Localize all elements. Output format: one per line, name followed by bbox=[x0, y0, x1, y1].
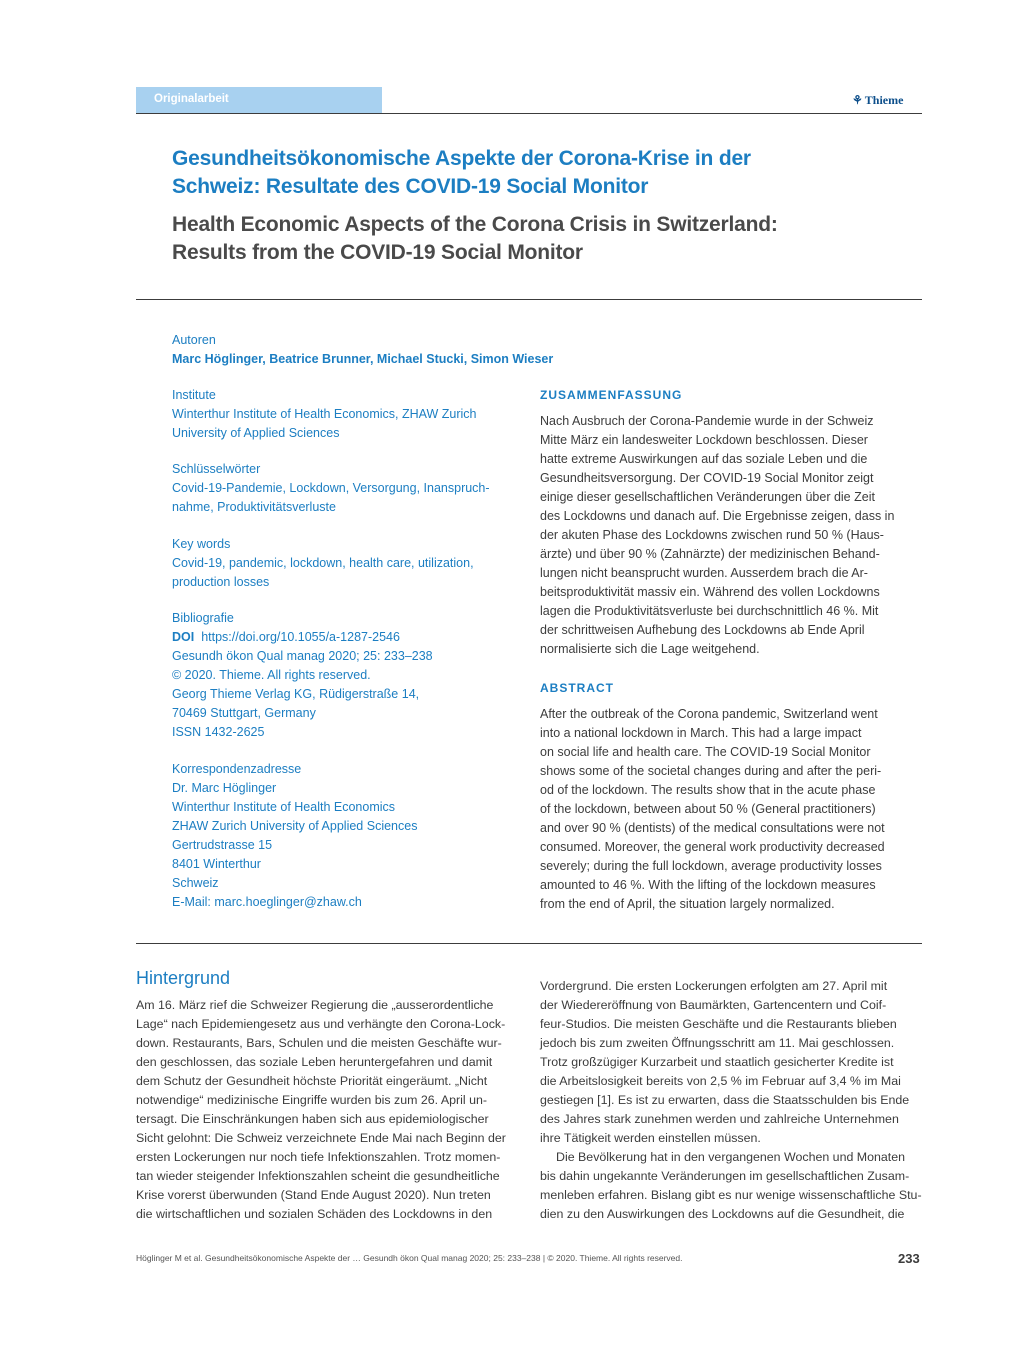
body-line: Die Bevölkerung hat in den vergangenen Wochen und Monaten bbox=[556, 1150, 906, 1164]
correspondence-line: Winterthur Institute of Health Economics bbox=[172, 800, 396, 814]
zusammenfassung-heading: ZUSAMMENFASSUNG bbox=[540, 388, 683, 402]
page-number: 233 bbox=[898, 1251, 920, 1266]
correspondence-block bbox=[172, 760, 512, 912]
keywords-en-label: Key words bbox=[172, 537, 231, 551]
zusammenfassung-line: der schrittweisen Aufhebung des Lockdowns ab Ende April bbox=[540, 623, 865, 637]
correspondence-line: Dr. Marc Höglinger bbox=[172, 781, 277, 795]
abstract-line: and over 90 % (dentists) of the medical consultations were not bbox=[540, 821, 885, 835]
body-line: Am 16. März rief die Schweizer Regierung die „ausserordentliche bbox=[136, 998, 494, 1012]
institute-block bbox=[172, 386, 512, 443]
bibliography-line: Gesundh ökon Qual manag 2020; 25: 233–238 bbox=[172, 649, 433, 663]
doi-link[interactable]: https://doi.org/10.1055/a-1287-2546 bbox=[201, 630, 400, 644]
body-line: Vordergrund. Die ersten Lockerungen erfolgten am 27. April mit bbox=[540, 979, 888, 993]
abstract-line: od of the lockdown. The results show that in the acute phase bbox=[540, 783, 876, 797]
body-line: Krise vorerst überwunden (Stand Ende August 2020). Nun treten bbox=[136, 1188, 491, 1202]
title-german-line: Gesundheitsökonomische Aspekte der Corona-Krise in der bbox=[172, 147, 751, 170]
zusammenfassung-line: Nach Ausbruch der Corona-Pandemie wurde in der Schweiz bbox=[540, 414, 874, 428]
institute-line: Winterthur Institute of Health Economics, ZHAW Zurich bbox=[172, 407, 477, 421]
body-line: Trotz großzügiger Kurzarbeit und staatlich gesicherter Kredite ist bbox=[540, 1055, 894, 1069]
abstract-line: shows some of the societal changes during and after the peri- bbox=[540, 764, 882, 778]
body-line: die Arbeitslosigkeit bereits von 2,5 % im Februar auf 3,4 % im Mai bbox=[540, 1074, 901, 1088]
body-line: jedoch bis zum zweiten Öffnungsschritt am 11. Mai geschlossen. bbox=[540, 1036, 895, 1050]
footer-citation: Höglinger M et al. Gesundheitsökonomische Aspekte der … Gesundh ökon Qual manag 2020; 25: 233–238 | © 2020. Thieme. All rights reserved. bbox=[136, 1253, 683, 1263]
bibliography-line: 70469 Stuttgart, Germany bbox=[172, 706, 316, 720]
zusammenfassung-line: Gesundheitsversorgung. Der COVID-19 Social Monitor zeigt bbox=[540, 471, 874, 485]
zusammenfassung-line: der akuten Phase des Lockdowns zwischen rund 50 % (Haus- bbox=[540, 528, 884, 542]
body-line: menleben erfahren. Bislang gibt es nur wenige wissenschaftliche Stu- bbox=[540, 1188, 922, 1202]
bibliography-line: Georg Thieme Verlag KG, Rüdigerstraße 14, bbox=[172, 687, 420, 701]
bibliography-label: Bibliografie bbox=[172, 611, 234, 625]
body-line: tersagt. Die Einschränkungen haben sich aus epidemiologischer bbox=[136, 1112, 489, 1126]
body-line: down. Restaurants, Bars, Schulen und die meisten Geschäfte wur- bbox=[136, 1036, 502, 1050]
zusammenfassung-line: des Lockdowns und danach auf. Die Ergebnisse zeigen, dass in bbox=[540, 509, 895, 523]
body-right-column bbox=[540, 977, 924, 1224]
publisher-logo bbox=[852, 93, 903, 108]
keywords-de-line: Covid-19-Pandemie, Lockdown, Versorgung, Inanspruch- bbox=[172, 481, 490, 495]
zusammenfassung-line: lagen die Produktivitätsverluste bei durchschnittlich 46 %. Mit bbox=[540, 604, 879, 618]
zusammenfassung-line: normalisierte sich die Lage weitgehend. bbox=[540, 642, 760, 656]
abstract-text bbox=[540, 705, 890, 914]
institute-label: Institute bbox=[172, 388, 216, 402]
correspondence-label: Korrespondenzadresse bbox=[172, 762, 302, 776]
body-line: feur-Studios. Die meisten Geschäfte und die Restaurants blieben bbox=[540, 1017, 897, 1031]
keywords-de-block bbox=[172, 460, 512, 517]
correspondence-email[interactable]: E-Mail: marc.hoeglinger@zhaw.ch bbox=[172, 895, 362, 909]
body-line: notwendige“ medizinische Eingriffe wurden bis zum 26. April un- bbox=[136, 1093, 488, 1107]
body-line: Sicht gelohnt: Die Schweiz verzeichnete Ende Mai nach Beginn der bbox=[136, 1131, 506, 1145]
zusammenfassung-line: einige dieser gesellschaftlichen Veränderungen über die Zeit bbox=[540, 490, 875, 504]
abstract-line: into a national lockdown in March. This had a large impact bbox=[540, 726, 862, 740]
abstract-rule bbox=[136, 943, 922, 944]
doi-line bbox=[172, 628, 512, 647]
body-line: dem Schutz der Gesundheit höchste Priorität eingeräumt. „Nicht bbox=[136, 1074, 488, 1088]
title-english bbox=[172, 211, 872, 267]
body-line: des Jahres stark zunehmen werden und zahlreiche Unternehmen bbox=[540, 1112, 899, 1126]
bibliography-block bbox=[172, 609, 512, 742]
keywords-de-label: Schlüsselwörter bbox=[172, 462, 261, 476]
article-type-tag: Originalarbeit bbox=[136, 87, 382, 113]
correspondence-line: Gertrudstrasse 15 bbox=[172, 838, 273, 852]
publisher-name: Thieme bbox=[864, 93, 904, 107]
abstract-line: from the end of April, the situation largely normalized. bbox=[540, 897, 835, 911]
title-german bbox=[172, 145, 872, 201]
abstract-line: consumed. Moreover, the general work productivity decreased bbox=[540, 840, 885, 854]
section-heading: Hintergrund bbox=[136, 968, 231, 988]
body-line: ihre Tätigkeit werden einstellen müssen. bbox=[540, 1131, 761, 1145]
abstract-line: severely; during the full lockdown, average productivity losses bbox=[540, 859, 882, 873]
institute-line: University of Applied Sciences bbox=[172, 426, 340, 440]
correspondence-line: Schweiz bbox=[172, 876, 219, 890]
zusammenfassung-line: hatte extreme Auswirkungen auf das soziale Leben und die bbox=[540, 452, 868, 466]
abstract-line: After the outbreak of the Corona pandemic, Switzerland went bbox=[540, 707, 878, 721]
header-rule bbox=[136, 113, 922, 114]
abstract-line: amounted to 46 %. With the lifting of the lockdown measures bbox=[540, 878, 876, 892]
keywords-de-line: nahme, Produktivitätsverluste bbox=[172, 500, 336, 514]
body-line: gestiegen [1]. Es ist zu erwarten, dass die Staatsschulden bis Ende bbox=[540, 1093, 910, 1107]
body-line: Lage“ nach Epidemiengesetz aus und verhängte den Corona-Lock- bbox=[136, 1017, 506, 1031]
body-line: den geschlossen, das soziale Leben heruntergefahren und damit bbox=[136, 1055, 493, 1069]
doi-label: DOI bbox=[172, 630, 195, 644]
zusammenfassung-line: lungen nicht beansprucht wurden. Ausserdem brach die Ar- bbox=[540, 566, 868, 580]
keywords-en-line: production losses bbox=[172, 575, 270, 589]
correspondence-line: 8401 Winterthur bbox=[172, 857, 261, 871]
title-english-line: Health Economic Aspects of the Corona Crisis in Switzerland: bbox=[172, 213, 778, 236]
zusammenfassung-line: Mitte März ein landesweiter Lockdown beschlossen. Dieser bbox=[540, 433, 868, 447]
keywords-en-block bbox=[172, 535, 512, 592]
zusammenfassung-text bbox=[540, 412, 895, 659]
thieme-logo-icon: ⚘ bbox=[852, 93, 863, 107]
body-line: der Wiedereröffnung von Baumärkten, Gartencentern und Coif- bbox=[540, 998, 887, 1012]
bibliography-line: © 2020. Thieme. All rights reserved. bbox=[172, 668, 371, 682]
body-line: ersten Lockerungen nur noch tiefe Infektionszahlen. Trotz momen- bbox=[136, 1150, 501, 1164]
authors-label: Autoren bbox=[172, 333, 216, 347]
zusammenfassung-line: beitsproduktivität massiv ein. Während des vollen Lockdowns bbox=[540, 585, 880, 599]
body-line: bis dahin ungekannte Veränderungen im gesellschaftlichen Zusam- bbox=[540, 1169, 910, 1183]
title-english-line: Results from the COVID-19 Social Monitor bbox=[172, 241, 583, 264]
correspondence-line: ZHAW Zurich University of Applied Sciences bbox=[172, 819, 418, 833]
body-line: dien zu den Auswirkungen des Lockdowns auf die Gesundheit, die bbox=[540, 1207, 905, 1221]
body-left-column bbox=[136, 996, 520, 1224]
zusammenfassung-line: ärzte) und über 90 % (Zahnärzte) der medizinischen Behand- bbox=[540, 547, 880, 561]
authors-names: Marc Höglinger, Beatrice Brunner, Michael Stucki, Simon Wieser bbox=[172, 352, 554, 366]
keywords-en-line: Covid-19, pandemic, lockdown, health care, utilization, bbox=[172, 556, 474, 570]
title-german-line: Schweiz: Resultate des COVID-19 Social Monitor bbox=[172, 175, 649, 198]
body-line: die wirtschaftlichen und sozialen Schäden des Lockdowns in den bbox=[136, 1207, 493, 1221]
title-rule bbox=[136, 299, 922, 300]
bibliography-line: ISSN 1432-2625 bbox=[172, 725, 265, 739]
abstract-line: on social life and health care. The COVID-19 Social Monitor bbox=[540, 745, 871, 759]
body-line: tan wieder steigender Infektionszahlen scheint die gesundheitliche bbox=[136, 1169, 500, 1183]
abstract-line: of the lockdown, between about 50 % (General practitioners) bbox=[540, 802, 876, 816]
abstract-heading: ABSTRACT bbox=[540, 681, 614, 695]
